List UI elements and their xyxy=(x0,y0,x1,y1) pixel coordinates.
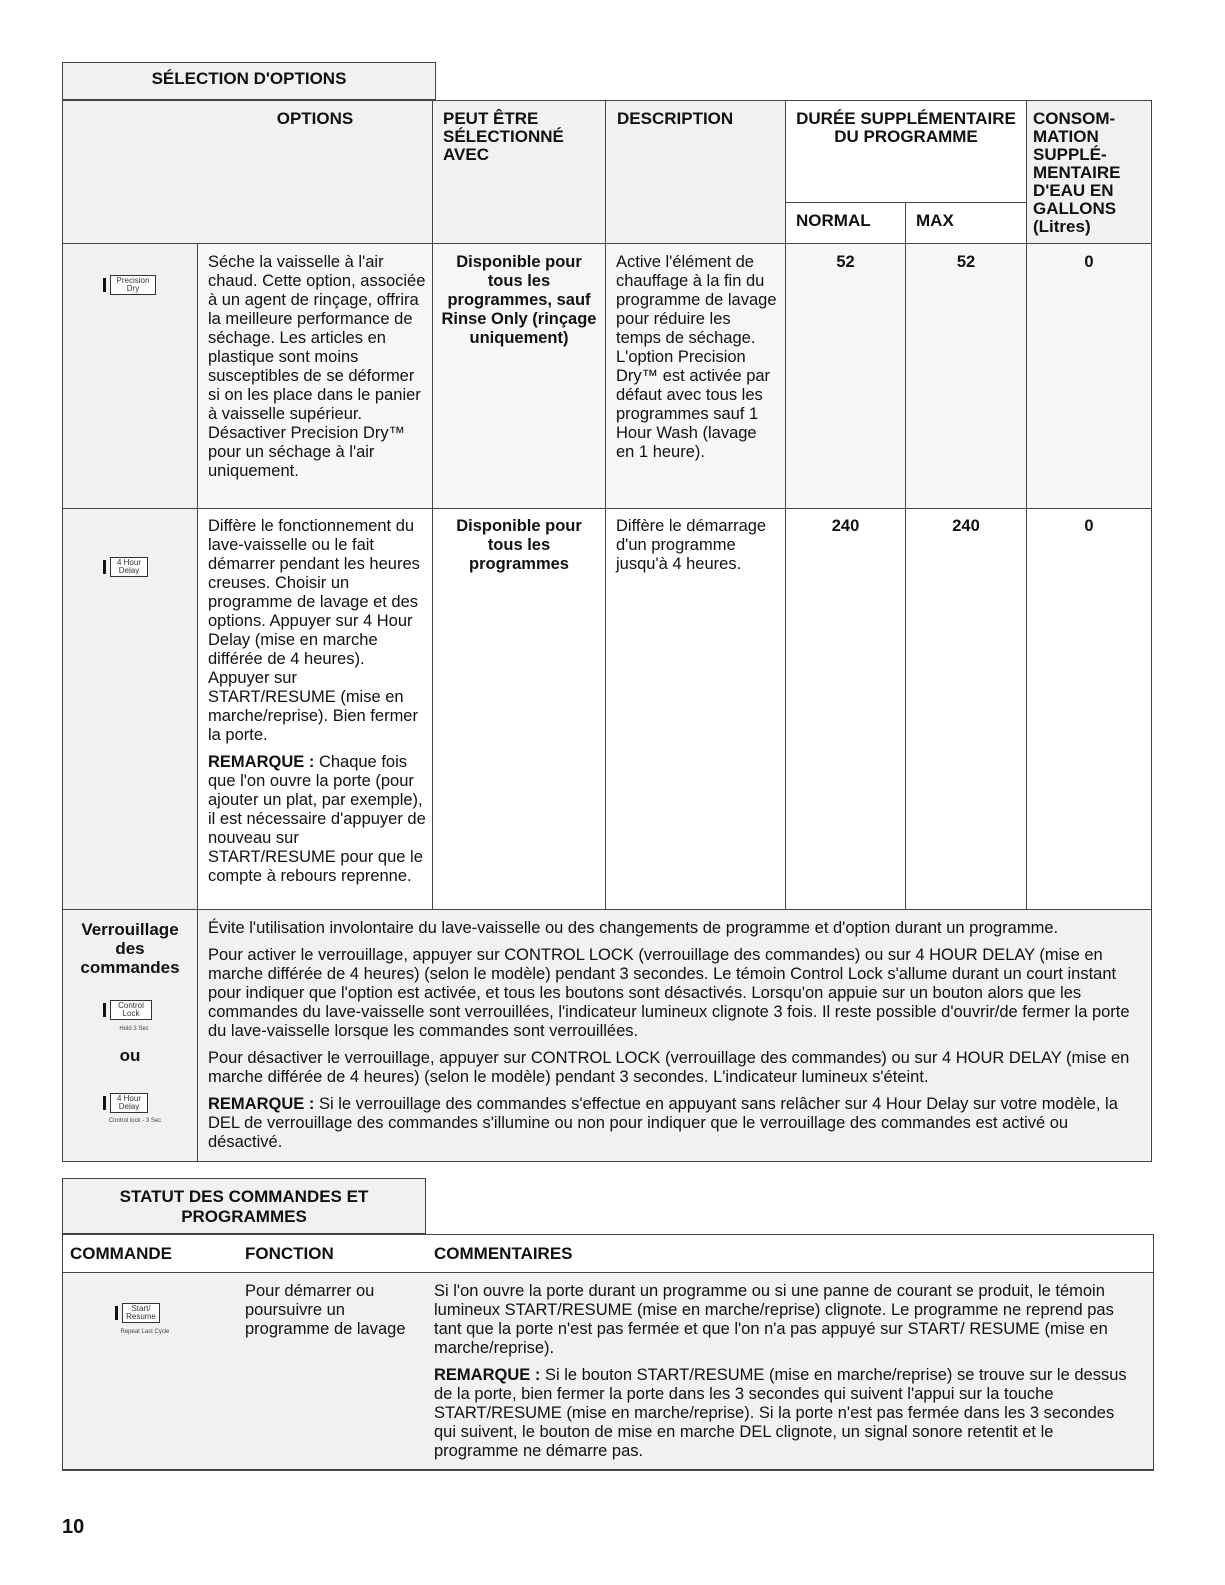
precision-dry-icon xyxy=(103,275,156,295)
remarque-label: REMARQUE : xyxy=(434,1366,541,1384)
header-fonction: FONCTION xyxy=(245,1244,334,1263)
lock-title: Verrouillage des commandes xyxy=(80,920,180,977)
col-divider-2 xyxy=(432,100,433,909)
status-remarque xyxy=(434,1366,1134,1461)
col-divider-5 xyxy=(905,202,906,909)
row2-max: 240 xyxy=(952,517,980,535)
section-title-text: SÉLECTION D'OPTIONS xyxy=(151,69,347,88)
status-bottom-line xyxy=(62,1469,1154,1471)
lock-p3: Pour désactiver le verrouillage, appuyer sur CONTROL LOCK (verrouillage des commandes) ou sur 4 HOUR DELAY (mise en marche différée de 4 heures) (selon le modèle) pendant 3 secondes. L'indicateur lumineux s'éteint. xyxy=(208,1049,1130,1086)
status-fonction: Pour démarrer ou poursuivre un programme de lavage xyxy=(245,1282,406,1338)
ou-label: ou xyxy=(119,1046,141,1065)
header-peut-etre: PEUT ÊTRE SÉLECTIONNÉ AVEC xyxy=(443,109,564,164)
col-divider-4 xyxy=(785,100,786,909)
header-description: DESCRIPTION xyxy=(617,109,734,128)
row2-normal: 240 xyxy=(831,517,860,535)
section-title-options xyxy=(62,62,436,100)
row2-eau: 0 xyxy=(1084,517,1094,535)
header-options: OPTIONS xyxy=(276,109,354,128)
row2-remarque xyxy=(208,753,426,886)
button-label: Start/ Resume xyxy=(122,1303,160,1323)
row1-description: Active l'élément de chauffage à la fin du programme de lavage pour réduire les temps de séchage. L'option Precision Dry™ est activée par défaut avec tous les programmes sauf 1 Hour Wash (lavage en 1 heure). xyxy=(616,253,777,461)
control-lock-icon xyxy=(103,1000,152,1020)
remarque-text: Si le bouton START/RESUME (mise en marche/reprise) se trouve sur le dessus de la porte, bien fermer la porte dans les 3 secondes qui suivent l'appui sur la touche START/RESUME (mise en marche/reprise). Si la porte n'est pas fermée dans les 3 secondes qui suivent, le bouton de mise en marche DEL clignote, un signal sonore retentit et le programme ne démarre pas. xyxy=(434,1366,1127,1460)
row1-option-text: Séche la vaisselle à l'air chaud. Cette option, associée à un agent de rinçage, offrira la meilleure performance de séchage. Les articles en plastique sont moins susceptibles de se déformer si on les place dans le panier à vaisselle supérieur. Désactiver Precision Dry™ pour un séchage à l'air uniquement. xyxy=(208,253,426,480)
row2-description: Diffère le démarrage d'un programme jusqu'à 4 heures. xyxy=(616,517,767,573)
remarque-label: REMARQUE : xyxy=(208,1095,315,1113)
status-comment-block xyxy=(434,1282,1134,1461)
led-indicator-icon xyxy=(103,1096,106,1110)
col-divider-1 xyxy=(197,243,198,1162)
row1-avec: Disponible pour tous les programmes, sauf Rinse Only (rinçage uniquement) xyxy=(441,253,597,347)
remarque-text: Chaque fois que l'on ouvre la porte (pour ajouter un plat, par exemple), il est nécessaire d'appuyer de nouveau sur START/RESUME pour que le compte à rebours reprenne. xyxy=(208,753,426,885)
lock-p2: Pour activer le verrouillage, appuyer sur CONTROL LOCK (verrouillage des commandes) ou sur 4 HOUR DELAY (mise en marche différée de 4 heures) (selon le modèle) pendant 3 secondes. Le témoin Control Lock s'allume durant un court instant pour indiquer que l'option est activée, et tous les boutons sont désactivés. Lorsqu'on appuie sur un bouton alors que les commandes du lave-vaisselle sont verrouillées, l'indicateur lumineux clignote 3 fois. Il reste possible d'ouvrir/de fermer la porte du lave-vaisselle lorsque les commandes sont verrouillées. xyxy=(208,946,1130,1040)
page-number: 10 xyxy=(62,1516,85,1538)
col-divider-6 xyxy=(1026,100,1027,909)
header-consommation: CONSOM-MATION SUPPLÉ-MENTAIRE D'EAU EN GALLONS (Litres) xyxy=(1033,109,1121,236)
row2-option-text: Diffère le fonctionnement du lave-vaisselle ou le fait démarrer pendant les heures creuses. Choisir un programme de lavage et des options. Appuyer sur 4 Hour Delay (mise en marche différée de 4 heures). Appuyer sur START/RESUME (mise en marche/reprise). Bien fermer la porte. xyxy=(208,517,420,744)
row2-option-block xyxy=(208,517,426,886)
button-label: Precision Dry xyxy=(110,275,156,295)
button-label: 4 Hour Delay xyxy=(110,557,148,577)
status-right-border xyxy=(1153,1234,1154,1469)
led-indicator-icon xyxy=(115,1306,118,1320)
row1-max: 52 xyxy=(956,253,976,271)
led-indicator-icon xyxy=(103,560,106,574)
repeat-last-cycle-label: Repeat Last Cycle xyxy=(120,1329,170,1335)
header-commentaires: COMMENTAIRES xyxy=(434,1244,573,1263)
header-normal: NORMAL xyxy=(796,211,871,230)
lock-remarque xyxy=(208,1095,1142,1152)
row2-avec: Disponible pour tous les programmes xyxy=(456,517,582,573)
led-indicator-icon xyxy=(103,278,106,292)
header-max: MAX xyxy=(916,211,954,230)
led-indicator-icon xyxy=(103,1003,106,1017)
row1-normal: 52 xyxy=(836,253,855,271)
section-title-text: STATUT DES COMMANDES ET PROGRAMMES xyxy=(119,1187,369,1226)
header-duree: DURÉE SUPPLÉMENTAIRE DU PROGRAMME xyxy=(796,109,1016,146)
hold-label: Hold 3 Sec xyxy=(119,1026,149,1032)
col-divider-3 xyxy=(605,100,606,909)
four-hour-delay-icon xyxy=(103,557,148,577)
control-lock-sub: Control lock - 3 Sec xyxy=(108,1118,162,1124)
lock-p1: Évite l'utilisation involontaire du lave-vaisselle ou des changements de programme et d'option durant un programme. xyxy=(208,919,1059,937)
start-resume-icon xyxy=(115,1303,160,1323)
status-comment: Si l'on ouvre la porte durant un programme ou si une panne de courant se produit, le témoin lumineux START/RESUME (mise en marche/reprise) clignote. Le programme ne reprend pas tant que la porte n'est pas fermée et que l'on n'a pas appuyé sur START/ RESUME (mise en marche/reprise). xyxy=(434,1282,1114,1357)
header-bottom-line xyxy=(62,243,1152,244)
button-label: Control Lock xyxy=(110,1000,152,1020)
status-left-border xyxy=(62,1234,63,1469)
lock-description xyxy=(208,919,1142,1152)
row1-bottom-line xyxy=(62,508,1152,509)
header-commande: COMMANDE xyxy=(70,1244,172,1263)
row1-eau: 0 xyxy=(1084,253,1094,271)
four-hour-delay-lock-icon xyxy=(103,1093,148,1113)
remarque-text: Si le verrouillage des commandes s'effectue en appuyant sans relâcher sur 4 Hour Delay sur votre modèle, la DEL de verrouillage des commandes s'illumine ou non pour indiquer que le verrouillage des commandes est activé ou désactivé. xyxy=(208,1095,1118,1151)
status-header-line xyxy=(62,1272,1154,1273)
remarque-label: REMARQUE : xyxy=(208,753,315,771)
button-label: 4 Hour Delay xyxy=(110,1093,148,1113)
row2-bottom-line xyxy=(62,909,1152,910)
section-title-statut xyxy=(62,1178,426,1234)
